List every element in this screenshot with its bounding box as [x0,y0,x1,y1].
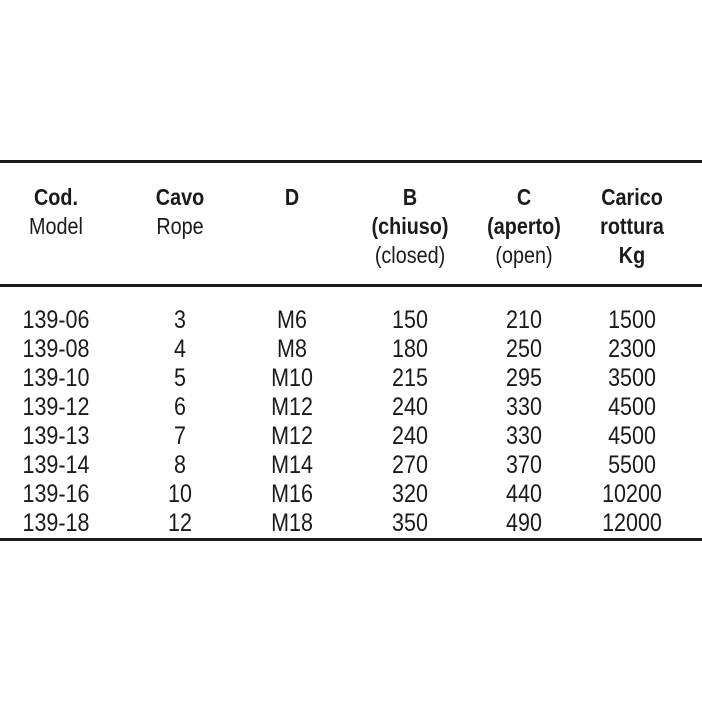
header-label: (aperto) [487,213,561,239]
cell-b: 150 [392,306,428,334]
cell-c: 440 [506,480,542,508]
cell-rope: 4 [174,335,186,363]
cell-d: M8 [277,335,307,363]
header-sublabel: Model [29,213,83,239]
cell-c: 370 [506,451,542,479]
cell-rope: 3 [174,306,186,334]
header-sublabel: (open) [495,242,553,268]
cell-b: 215 [392,364,428,392]
cell-c: 490 [506,509,542,537]
cell-b: 180 [392,335,428,363]
header-label: Carico [601,184,663,210]
cell-load: 4500 [608,422,656,450]
cell-d: M16 [271,480,313,508]
cell-d: M18 [271,509,313,537]
cell-model: 139-12 [22,393,90,421]
cell-c: 330 [506,422,542,450]
cell-b: 320 [392,480,428,508]
cell-model: 139-16 [22,480,90,508]
cell-rope: 6 [174,393,186,421]
bottom-rule [0,538,702,541]
spec-table [0,160,702,540]
cell-c: 330 [506,393,542,421]
cell-load: 5500 [608,451,656,479]
cell-load: 10200 [602,480,662,508]
cell-d: M12 [271,393,313,421]
cell-rope: 5 [174,364,186,392]
table-row [0,335,702,364]
cell-b: 240 [392,422,428,450]
header-label: B [402,184,418,210]
table-body [0,287,702,540]
cell-load: 4500 [608,393,656,421]
header-c-open [476,183,572,270]
cell-load: 3500 [608,364,656,392]
cell-b: 270 [392,451,428,479]
cell-rope: 10 [168,480,192,508]
cell-rope: 12 [168,509,192,537]
cell-model: 139-06 [22,306,90,334]
cell-rope: 7 [174,422,186,450]
table-row [0,509,702,538]
cell-model: 139-13 [22,422,90,450]
header-label: Kg [618,242,646,268]
cell-load: 12000 [602,509,662,537]
cell-c: 210 [506,306,542,334]
table-row [0,364,702,393]
table-row [0,393,702,422]
table-header [0,163,702,284]
header-carico-rottura [584,183,680,270]
header-d [244,183,340,212]
cell-d: M12 [271,422,313,450]
cell-d: M6 [277,306,307,334]
table-row [0,306,702,335]
header-label: rottura [600,213,664,239]
header-cavo-rope [132,183,228,241]
table-row [0,480,702,509]
cell-b: 350 [392,509,428,537]
table-row [0,422,702,451]
header-label: (chiuso) [371,213,449,239]
cell-model: 139-10 [22,364,90,392]
cell-model: 139-14 [22,451,90,479]
header-label: D [284,184,300,210]
cell-model: 139-08 [22,335,90,363]
header-label: Cavo [155,184,205,210]
header-b-closed [360,183,460,270]
header-sublabel: Rope [156,213,204,239]
header-label: Cod. [34,184,78,210]
table-row [0,451,702,480]
header-label: C [516,184,532,210]
cell-c: 250 [506,335,542,363]
cell-model: 139-18 [22,509,90,537]
cell-load: 2300 [608,335,656,363]
header-cod-model [8,183,104,241]
cell-d: M14 [271,451,313,479]
cell-d: M10 [271,364,313,392]
cell-rope: 8 [174,451,186,479]
cell-c: 295 [506,364,542,392]
cell-b: 240 [392,393,428,421]
header-sublabel: (closed) [374,242,446,268]
cell-load: 1500 [608,306,656,334]
